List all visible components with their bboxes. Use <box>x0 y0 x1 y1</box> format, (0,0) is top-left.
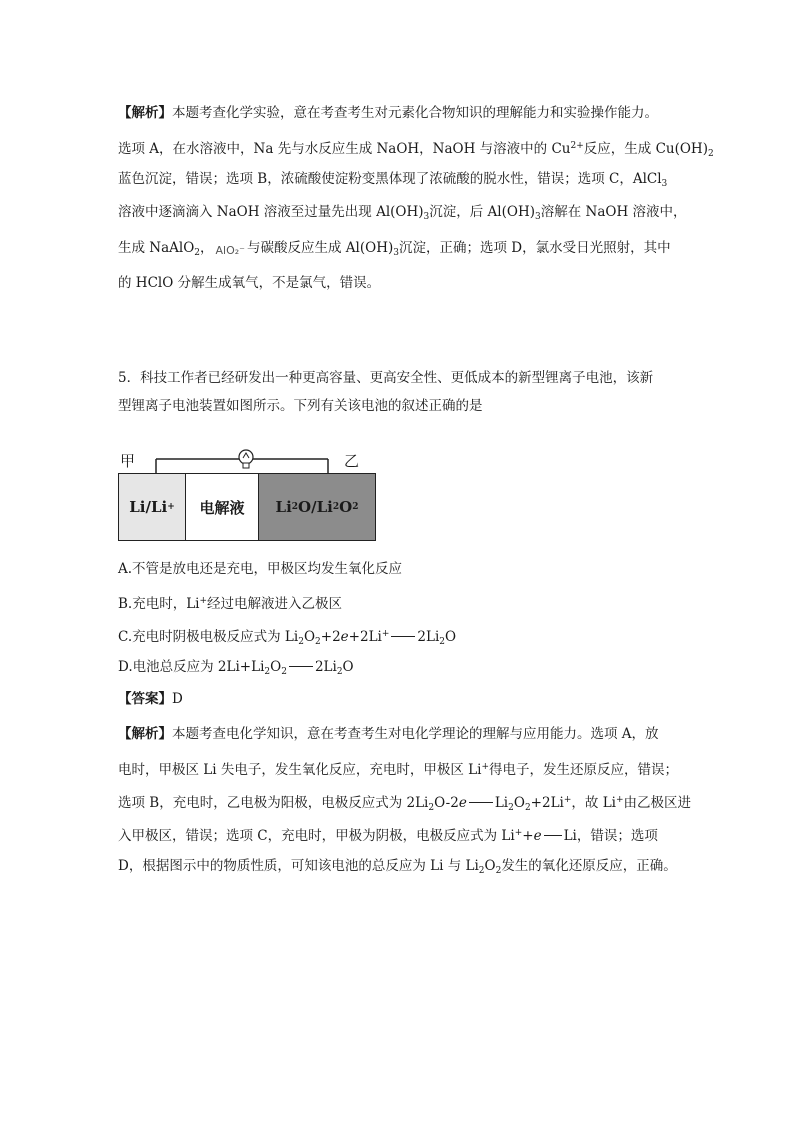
analysis-paragraph-1 <box>118 97 714 300</box>
electrode-jia-label: 甲 <box>120 452 136 470</box>
analysis1-line-3: 蓝色沉淀，错误；选项 B，浓硫酸使淀粉变黑体现了浓硫酸的脱水性，错误；选项 C，AlCl$_3$ <box>118 171 668 189</box>
analysis2-line-5: D，根据图示中的物质性质，可知该电池的总反应为 Li 与 $Li_2O_2$发生的氧化还原反应，正确。 <box>118 858 677 876</box>
battery-diagram <box>118 448 376 544</box>
analysis1-line-1: 【解析】本题考查化学实验，意在考查考生对元素化合物知识的理解能力和实验操作能力。 <box>118 105 658 121</box>
analysis2-line-3: 选项 B，充电时，乙电极为阳极，电极反应式为 $2Li_2O-2e$ $Li_2O_2+2Li^+$，故 Li+由乙极区进 <box>118 795 692 813</box>
equals-line <box>469 802 493 803</box>
equals-line <box>544 835 562 836</box>
equals-line <box>289 666 313 667</box>
analysis2-line-4: 入甲极区，错误；选项 C，充电时，甲极为阴极，电极反应式为 Li++e Li，错误；选项 <box>118 828 658 844</box>
electrolyte-compartment: 电解液 <box>185 473 259 541</box>
option-b: B.充电时，Li+经过电解液进入乙极区 <box>118 596 343 612</box>
answer-tag: 【答案】 <box>118 691 172 707</box>
analysis-tag: 【解析】 <box>118 726 172 742</box>
analysis-tag: 【解析】 <box>118 105 172 121</box>
option-d: D.电池总反应为 $2Li+Li_2O_2$ $2Li_2O$ <box>118 659 354 677</box>
question-5 <box>118 364 678 420</box>
analysis1-line-2: 选项 A，在水溶液中，Na 先与水反应生成 NaOH，NaOH 与溶液中的 $Cu^{2+}$反应，生成 $Cu(OH)_2$ <box>118 141 714 159</box>
option-a: A.不管是放电还是充电，甲极区均发生氧化反应 <box>118 561 403 577</box>
answer-line <box>118 688 183 710</box>
question-line-2: 型锂离子电池装置如图所示。下列有关该电池的叙述正确的是 <box>118 398 483 414</box>
option-c: C.充电时阴极电极反应式为 $Li_2O_2+2e+2Li^+$ $2Li_2O$ <box>118 629 457 647</box>
answer-value: D <box>172 691 183 707</box>
analysis1-line-5: 生成 NaAlO$_2$， AlO₂⁻ 与碳酸反应生成 $Al(OH)_3$沉淀，正确；选项 D，氯水受日光照射，其中 <box>118 229 678 267</box>
question-line-1: 5．科技工作者已经研发出一种更高容量、更高安全性、更低成本的新型锂离子电池，该新 <box>118 370 654 386</box>
equals-line <box>391 636 415 637</box>
electrode-yi-label: 乙 <box>344 452 360 470</box>
analysis2-line-1: 【解析】本题考查电化学知识，意在考查考生对电化学理论的理解与应用能力。选项 A，放 <box>118 726 659 742</box>
anode-compartment: Li/Li + <box>118 473 186 541</box>
aluminate-ion-image: AlO₂⁻ <box>215 244 245 257</box>
analysis2-line-2: 电时，甲极区 Li 失电子，发生氧化反应，充电时，甲极区 Li+得电子，发生还原反应，错误； <box>118 762 678 778</box>
analysis1-line-6: 的 HClO 分解生成氧气，不是氯气，错误。 <box>118 275 381 291</box>
analysis1-line-4: 溶液中逐滴滴入 NaOH 溶液至过量先出现 $Al(OH)_3$沉淀，后 $Al(OH)_3$溶解在 NaOH 溶液中， <box>118 204 687 222</box>
cathode-compartment: Li 2 O/Li 2 O 2 <box>258 473 376 541</box>
analysis-paragraph-2 <box>118 718 692 883</box>
